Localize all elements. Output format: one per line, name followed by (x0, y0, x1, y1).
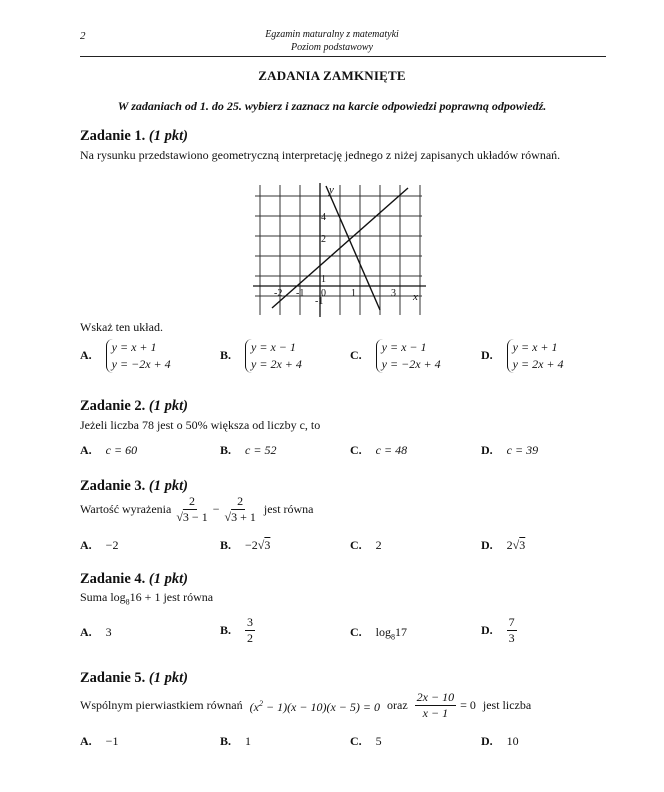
y-tick-minus-1: -1 (315, 296, 324, 307)
option-value: −1 (105, 734, 119, 748)
task1-points: (1 pkt) (148, 128, 188, 144)
option-letter: D. (481, 538, 493, 552)
x-tick-1: 1 (351, 288, 356, 299)
option-letter: B. (220, 734, 232, 748)
equation-system (245, 339, 302, 373)
radicand: 3 (519, 538, 526, 552)
option-letter: B. (220, 443, 232, 457)
text-before: Suma log (80, 590, 126, 604)
equation: y = 2x + 4 (512, 357, 564, 371)
option-value: 5 (375, 734, 382, 748)
fraction-denominator: 3 (508, 631, 515, 645)
option-letter: B. (220, 347, 232, 362)
option-letter: C. (350, 734, 362, 748)
equation-system (376, 339, 441, 373)
fraction (415, 690, 456, 721)
y-axis-label: y (329, 184, 334, 196)
option-letter: A. (80, 347, 92, 362)
fraction (245, 615, 255, 646)
task1-prompt: Wskaż ten układ. (80, 320, 163, 334)
eq-part: = 0 (460, 698, 476, 712)
task4-points: (1 pkt) (148, 571, 188, 587)
log-base: 8 (125, 597, 130, 607)
y-tick-4: 4 (321, 212, 326, 223)
y-tick-1: 1 (321, 274, 326, 285)
task3-option-d[interactable]: D. 2√3 (481, 538, 526, 552)
task5-option-d[interactable] (481, 734, 519, 749)
eq-part: − 1)(x − 10)(x − 5) = 0 (262, 700, 380, 714)
fraction-denominator: √3 + 1 (224, 510, 256, 524)
exam-header (0, 28, 664, 54)
task4-heading (80, 571, 188, 588)
option-prefix: 2 (506, 538, 513, 552)
option-value: −2 (105, 538, 119, 552)
graph-labels (274, 184, 418, 307)
task5-option-c[interactable] (350, 734, 382, 749)
task4-option-c[interactable] (350, 625, 407, 641)
exponent: 2 (258, 699, 263, 708)
fraction (507, 615, 517, 646)
equation: y = −2x + 4 (381, 357, 441, 371)
equation: y = x − 1 (251, 340, 296, 354)
option-value: 2 (375, 538, 382, 552)
task1-title: Zadanie 1. (80, 128, 146, 144)
task3-option-c[interactable] (350, 538, 382, 553)
fraction-denominator: 2 (247, 631, 254, 645)
task3-points: (1 pkt) (148, 478, 188, 494)
option-letter: D. (481, 443, 493, 457)
option-letter: C. (350, 625, 362, 639)
task2-title: Zadanie 2. (80, 398, 146, 414)
text-after: jest liczba (482, 698, 532, 712)
log-argument: 17 (395, 625, 408, 639)
task3-text-after: jest równa (263, 502, 314, 516)
option-letter: C. (350, 538, 362, 552)
denominator-rest: − 1 (188, 510, 208, 524)
radicand: 3 (231, 510, 238, 524)
x-tick-minus-1: -1 (296, 288, 305, 299)
fraction (174, 494, 209, 525)
fraction-denominator: √3 − 1 (176, 510, 208, 524)
exam-level: Poziom podstawowy (291, 42, 373, 53)
equation-system (106, 339, 171, 373)
fraction-numerator: 2 (237, 494, 244, 508)
equation: y = x + 1 (111, 340, 157, 354)
task4-option-d[interactable] (481, 615, 517, 646)
log-base: 8 (391, 632, 396, 642)
exam-title: Egzamin maturalny z matematyki (265, 29, 399, 40)
fraction-denominator: x − 1 (422, 706, 449, 720)
task5-option-a[interactable] (80, 734, 118, 749)
fraction-numerator: 7 (508, 615, 515, 629)
option-value: c = 39 (506, 443, 539, 457)
task2-points: (1 pkt) (148, 398, 188, 414)
option-letter: A. (80, 734, 92, 748)
task1-option-a[interactable] (80, 339, 171, 373)
section-title: ZADANIA ZAMKNIĘTE (258, 68, 406, 83)
task1-text: Na rysunku przedstawiono geometryczną interpretację jednego z niżej zapisanych układów równań. (80, 148, 561, 162)
option-value: c = 60 (105, 443, 138, 457)
task2-option-b[interactable] (220, 443, 276, 458)
task1-graph (250, 180, 430, 320)
equation: y = −2x + 4 (111, 357, 171, 371)
option-value: 1 (245, 734, 252, 748)
header-rule (80, 56, 606, 57)
radicand: 3 (264, 538, 271, 552)
conjunction: oraz (387, 698, 408, 712)
task3-title: Zadanie 3. (80, 478, 146, 494)
fraction-numerator: 2x − 10 (416, 690, 455, 704)
task2-heading (80, 398, 188, 415)
fraction-numerator: 3 (247, 615, 254, 629)
option-letter: C. (350, 347, 362, 362)
option-letter: A. (80, 625, 92, 639)
option-letter: A. (80, 443, 92, 457)
task2-option-d[interactable] (481, 443, 538, 458)
option-prefix: log (375, 625, 392, 639)
option-prefix: −2 (245, 538, 258, 552)
task5-heading (80, 670, 188, 687)
option-value: c = 52 (245, 443, 277, 457)
option-letter: D. (481, 347, 493, 362)
x-axis-label: x (413, 291, 418, 303)
equation-1 (250, 696, 380, 715)
task1-option-b[interactable] (220, 339, 302, 373)
option-letter: B. (220, 538, 232, 552)
x-tick-0: 0 (321, 288, 326, 299)
equation: y = 2x + 4 (251, 357, 302, 371)
task4-text (80, 590, 213, 609)
task2-option-c[interactable] (350, 443, 407, 458)
task5-title: Zadanie 5. (80, 670, 146, 686)
task4-option-a[interactable] (80, 625, 112, 640)
task4-option-b[interactable] (220, 615, 255, 646)
instruction: W zadaniach od 1. do 25. wybierz i zaznacz na karcie odpowiedzi poprawną odpowiedź. (117, 99, 547, 113)
task3-text-before: Wartość wyrażenia (80, 502, 172, 516)
task3-heading (80, 478, 188, 495)
option-letter: D. (481, 734, 493, 748)
page-number: 2 (80, 30, 86, 42)
equation: y = x + 1 (512, 340, 558, 354)
equation: y = x − 1 (381, 340, 427, 354)
text-before: Wspólnym pierwiastkiem równań (80, 698, 243, 712)
task1-heading (80, 128, 188, 145)
task2-text: Jeżeli liczba 78 jest o 50% większa od liczby c, to (80, 418, 321, 432)
task3-option-a[interactable] (80, 538, 118, 553)
task1-option-d[interactable] (481, 339, 564, 373)
option-letter: B. (220, 623, 232, 637)
task5-points: (1 pkt) (148, 670, 188, 686)
denominator-rest: + 1 (237, 510, 256, 524)
fraction (222, 494, 257, 525)
eq-part: (x (249, 700, 259, 714)
task3-option-b[interactable]: B. −2√3 (220, 538, 271, 552)
task2-option-a[interactable] (80, 443, 137, 458)
radicand: 3 (182, 510, 189, 524)
option-value: 3 (105, 625, 112, 639)
x-tick-minus-2: -2 (274, 288, 283, 299)
text-after: 16 + 1 jest równa (129, 590, 214, 604)
task5-option-b[interactable] (220, 734, 251, 749)
y-tick-2: 2 (321, 234, 326, 245)
option-letter: D. (481, 623, 493, 637)
option-value: 10 (506, 734, 519, 748)
task1-option-c[interactable] (350, 339, 441, 373)
x-tick-3: 3 (391, 288, 396, 299)
equation-system (507, 339, 564, 373)
fraction-numerator: 2 (189, 494, 196, 508)
option-letter: A. (80, 538, 92, 552)
task4-title: Zadanie 4. (80, 571, 146, 587)
option-value: c = 48 (375, 443, 408, 457)
task5-text (80, 690, 531, 721)
task3-text (80, 494, 314, 525)
option-letter: C. (350, 443, 362, 457)
minus-sign: − (212, 502, 220, 516)
